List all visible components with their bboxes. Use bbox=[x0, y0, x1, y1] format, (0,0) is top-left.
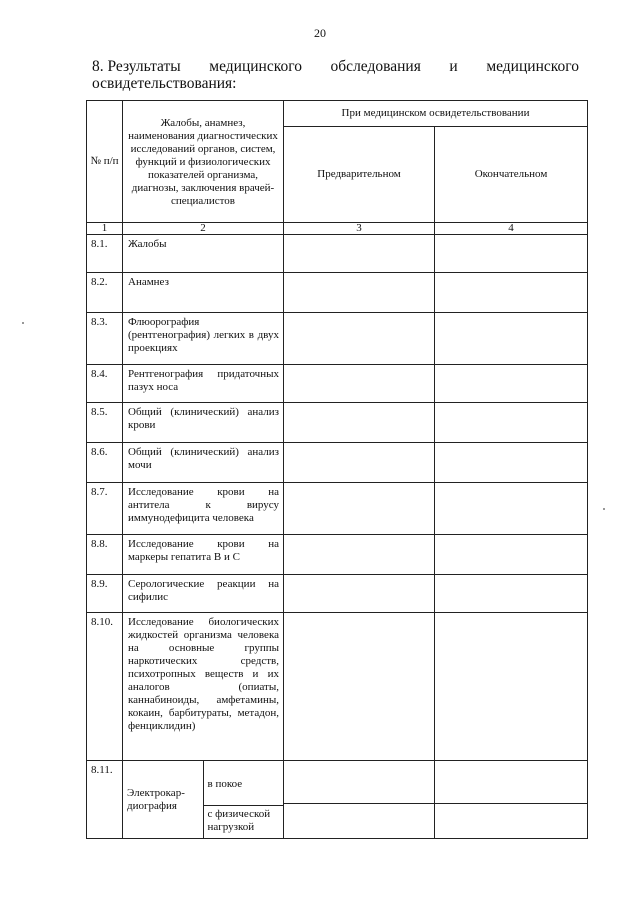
row-description bbox=[123, 761, 284, 839]
preliminary-ecg-load-cell[interactable] bbox=[284, 804, 435, 839]
row-number: 8.2. bbox=[87, 273, 123, 313]
final-result-cell[interactable] bbox=[435, 273, 588, 313]
preliminary-result-cell[interactable] bbox=[284, 761, 435, 773]
section-heading-line2: освидетельствования: bbox=[92, 75, 237, 92]
row-number: 8.10. bbox=[87, 613, 123, 761]
row-description: Анамнез bbox=[123, 273, 284, 313]
row-description: Рентгенография придаточных пазух носа bbox=[123, 365, 284, 403]
table-row bbox=[87, 313, 588, 365]
row-number: 8.4. bbox=[87, 365, 123, 403]
row-number: 8.7. bbox=[87, 483, 123, 535]
final-result-cell[interactable] bbox=[435, 365, 588, 403]
table-row bbox=[87, 613, 588, 761]
row-description: Общий (клинический) анализ крови bbox=[123, 403, 284, 443]
row-description: Серологические реакции на сифилис bbox=[123, 575, 284, 613]
row-description: Флюорография (рентгенография) легких в двух проекциях bbox=[123, 313, 284, 365]
row-description: Общий (клинический) анализ мочи bbox=[123, 443, 284, 483]
preliminary-result-cell[interactable] bbox=[284, 535, 435, 575]
table-row bbox=[87, 365, 588, 403]
final-result-cell[interactable] bbox=[435, 535, 588, 575]
preliminary-result-cell[interactable] bbox=[284, 313, 435, 365]
table-row bbox=[87, 483, 588, 535]
preliminary-result-cell[interactable] bbox=[284, 613, 435, 761]
final-result-cell[interactable] bbox=[435, 761, 588, 773]
header-final: Окончательном bbox=[435, 127, 588, 223]
preliminary-result-cell[interactable] bbox=[284, 403, 435, 443]
ecg-rest-label: в покое bbox=[203, 761, 283, 806]
ecg-subtable bbox=[123, 761, 283, 838]
row-number: 8.3. bbox=[87, 313, 123, 365]
table-row bbox=[87, 403, 588, 443]
ecg-load-label: с физической нагрузкой bbox=[207, 808, 271, 833]
section-heading-line1 bbox=[92, 58, 579, 75]
examination-results-table bbox=[86, 100, 588, 839]
header-group-examination: При медицинском освидетельствовании bbox=[284, 101, 588, 127]
row-number: 8.1. bbox=[87, 235, 123, 273]
ecg-label: Электрокар-диография bbox=[127, 786, 185, 812]
header-description: Жалобы, анамнез, наименования диагностических исследований органов, систем, функций и физиологических показателей организма, диагнозы, заключения врачей-специалистов bbox=[123, 101, 284, 223]
row-number: 8.5. bbox=[87, 403, 123, 443]
row-description: Исследование биологических жидкостей организма человека на основные группы наркотических средств, психотропных веществ и их аналогов (опиаты, каннабиноиды, амфетамины, кокаин, барбитураты, метадон, фенциклидин) bbox=[123, 613, 284, 761]
table-row bbox=[87, 235, 588, 273]
preliminary-result-cell[interactable] bbox=[284, 365, 435, 403]
final-result-cell[interactable] bbox=[435, 235, 588, 273]
preliminary-ecg-rest-cell[interactable] bbox=[284, 773, 435, 804]
final-result-cell[interactable] bbox=[435, 443, 588, 483]
column-index: 1 bbox=[87, 223, 123, 235]
heading-word: 8. Результаты bbox=[92, 58, 181, 75]
scan-speck bbox=[22, 322, 24, 324]
header-preliminary: Предварительном bbox=[284, 127, 435, 223]
heading-word: медицинского bbox=[209, 58, 302, 75]
section-heading bbox=[92, 58, 579, 92]
row-number: 8.8. bbox=[87, 535, 123, 575]
table-row bbox=[87, 535, 588, 575]
row-description: Исследование крови на маркеры гепатита В и С bbox=[123, 535, 284, 575]
row-description: Жалобы bbox=[123, 235, 284, 273]
table-row-ecg bbox=[87, 761, 588, 773]
row-number: 8.6. bbox=[87, 443, 123, 483]
final-ecg-load-cell[interactable] bbox=[435, 804, 588, 839]
column-index: 4 bbox=[435, 223, 588, 235]
row-number: 8.11. bbox=[87, 761, 123, 839]
heading-word: обследования bbox=[330, 58, 421, 75]
scan-speck bbox=[603, 508, 605, 510]
final-result-cell[interactable] bbox=[435, 483, 588, 535]
table-row bbox=[87, 273, 588, 313]
page-number: 20 bbox=[314, 26, 326, 40]
ecg-label-cell bbox=[123, 761, 203, 838]
final-result-cell[interactable] bbox=[435, 613, 588, 761]
preliminary-result-cell[interactable] bbox=[284, 273, 435, 313]
column-index-row bbox=[87, 223, 588, 235]
table-row bbox=[87, 443, 588, 483]
row-description: Исследование крови на антитела к вирусу иммунодефицита человека bbox=[123, 483, 284, 535]
final-ecg-rest-cell[interactable] bbox=[435, 773, 588, 804]
preliminary-result-cell[interactable] bbox=[284, 443, 435, 483]
table-row bbox=[87, 575, 588, 613]
preliminary-result-cell[interactable] bbox=[284, 235, 435, 273]
heading-word: медицинского bbox=[486, 58, 579, 75]
column-index: 2 bbox=[123, 223, 284, 235]
preliminary-result-cell[interactable] bbox=[284, 483, 435, 535]
final-result-cell[interactable] bbox=[435, 575, 588, 613]
header-number: № п/п bbox=[87, 101, 123, 223]
row-number: 8.9. bbox=[87, 575, 123, 613]
heading-word: и bbox=[449, 58, 458, 75]
final-result-cell[interactable] bbox=[435, 403, 588, 443]
final-result-cell[interactable] bbox=[435, 313, 588, 365]
column-index: 3 bbox=[284, 223, 435, 235]
preliminary-result-cell[interactable] bbox=[284, 575, 435, 613]
